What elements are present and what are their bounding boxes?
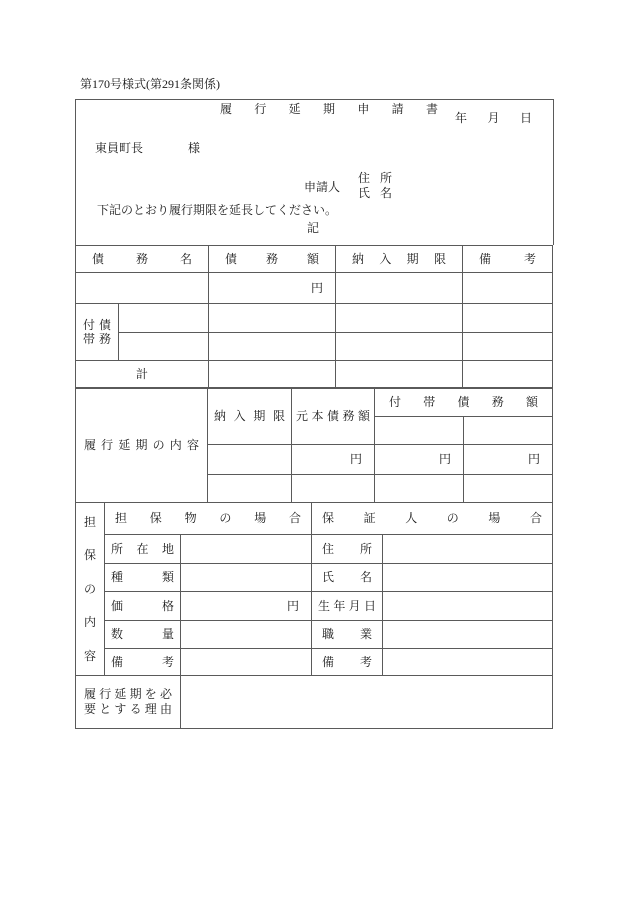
blank-cell: [181, 621, 312, 649]
extension-due-header: 納 入 期 限: [208, 388, 292, 445]
blank-cell: [209, 361, 336, 389]
security-section-label: 担 保 の 内 容: [76, 503, 105, 676]
blank-cell: [208, 475, 292, 503]
blank-cell: [209, 333, 336, 361]
guarantor-case-header: 保 証 人 の 場 合: [312, 503, 553, 535]
applicant-address-label: 住 所: [358, 171, 392, 185]
blank-cell: [119, 333, 209, 361]
extension-table: [75, 387, 553, 503]
blank-cell: [383, 649, 553, 676]
birthdate-label: 生 年 月 日: [312, 592, 383, 621]
location-label: 所 在 地: [105, 535, 181, 564]
blank-cell: [383, 564, 553, 592]
blank-cell: [119, 304, 209, 333]
blank-cell: [76, 273, 209, 304]
intro-text: 下記のとおり履行期限を延長してください。: [97, 203, 338, 217]
blank-cell: [336, 273, 463, 304]
ki-label: 記: [306, 221, 319, 235]
blank-cell: [383, 621, 553, 649]
blank-cell: [181, 535, 312, 564]
form-number: 第170号様式(第291条関係): [80, 77, 220, 91]
blank-cell: [336, 361, 463, 389]
blank-cell: [383, 535, 553, 564]
yen-unit-label: 円: [375, 445, 464, 475]
reason-section-label: 履 行 延 期 を 必 要 と す る 理 由: [76, 676, 181, 729]
yen-unit-label: 円: [464, 445, 553, 475]
blank-cell: [463, 361, 553, 389]
blank-cell: [209, 304, 336, 333]
security-table: [75, 502, 553, 729]
blank-cell: [208, 445, 292, 475]
extension-section-label: 履 行 延 期 の 内 容: [76, 388, 208, 503]
kind-label: 種 類: [105, 564, 181, 592]
blank-cell: [463, 304, 553, 333]
remarks-label: 備 考: [312, 649, 383, 676]
principal-amount-header: 元 本 債 務 額: [292, 388, 375, 445]
incidental-amount-header: 付 帯 債 務 額: [375, 388, 553, 417]
addressee: 東員町長: [95, 141, 144, 155]
debt-amount-header: 債 務 額: [209, 246, 336, 273]
blank-cell: [375, 475, 464, 503]
blank-cell: [383, 592, 553, 621]
collateral-case-header: 担 保 物 の 場 合: [105, 503, 312, 535]
blank-cell: [181, 649, 312, 676]
blank-cell: [181, 676, 553, 729]
blank-cell: [464, 475, 553, 503]
incidental-debt-label: 付 債 帯 務: [76, 304, 119, 361]
quantity-label: 数 量: [105, 621, 181, 649]
yen-unit-label: 円: [209, 273, 336, 304]
honorific: 様: [188, 141, 201, 155]
name-label: 氏 名: [312, 564, 383, 592]
blank-cell: [336, 304, 463, 333]
remarks-label: 備 考: [105, 649, 181, 676]
total-label: 計: [76, 361, 209, 389]
applicant-name-label: 氏 名: [358, 186, 392, 200]
blank-cell: [336, 333, 463, 361]
due-date-header: 納 入 期 限: [336, 246, 463, 273]
remarks-header: 備 考: [463, 246, 553, 273]
occupation-label: 職 業: [312, 621, 383, 649]
address-label: 住 所: [312, 535, 383, 564]
debt-name-header: 債 務 名: [76, 246, 209, 273]
blank-cell: [375, 417, 464, 445]
yen-unit-label: 円: [292, 445, 375, 475]
blank-cell: [292, 475, 375, 503]
date-line: 年 月 日: [455, 111, 532, 125]
blank-cell: [464, 417, 553, 445]
price-label: 価 格: [105, 592, 181, 621]
blank-cell: [181, 564, 312, 592]
applicant-label: 申請人: [304, 180, 341, 194]
debt-table: [75, 245, 553, 389]
yen-unit-label: 円: [181, 592, 312, 621]
blank-cell: [463, 273, 553, 304]
blank-cell: [463, 333, 553, 361]
form-title: 履 行 延 期 申 請 書: [220, 102, 438, 116]
